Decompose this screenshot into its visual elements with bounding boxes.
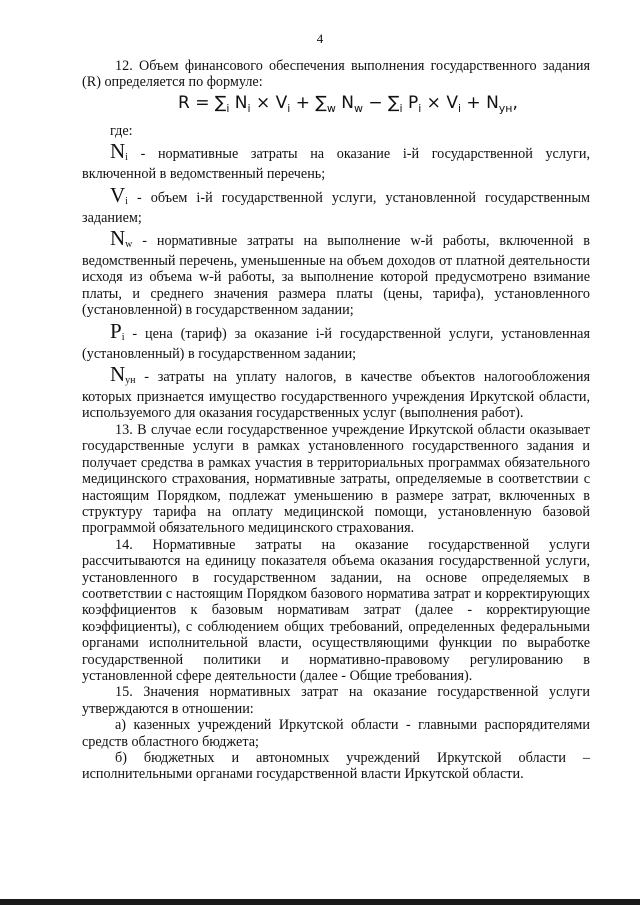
symbol-pi: $P_i$: [110, 318, 125, 343]
scan-bottom-edge: [0, 899, 640, 905]
definition-ni: $N_i$ - нормативные затраты на оказание i-й государственной услуги, включенной в ведомственный перечень;: [82, 139, 590, 183]
symbol-nw: $N_w$: [110, 226, 133, 251]
paragraph-15a: а) казенных учреждений Иркутской области - главными распорядителями средств областного бюджета;: [82, 717, 590, 750]
definition-vi: $V_i$ - объем i-й государственной услуги, установленной государственным заданием;: [82, 182, 590, 226]
paragraph-13: 13. В случае если государственное учреждение Иркутской области оказывает государственные услуги в рамках установленного государственного задания и получает средства в рамках участия в территориальных программах обязательного медицинского страхования, нормативные затраты, определяемые в соответствии с настоящим Порядком, подлежат уменьшению в размере затрат, включенных в структуру тарифа на оплату медицинской помощи, установленную базовой программой обязательного медицинского страхования.: [82, 421, 590, 537]
definition-pi: $P_i$ - цена (тариф) за оказание i-й государственной услуги, установленная (установленный) в государственном задании;: [82, 318, 590, 362]
where-label: где:: [110, 122, 133, 139]
definition-nun: $N_{ун}$ - затраты на уплату налогов, в качестве объектов налогообложения которых признается имущество государственного учреждения Иркутской области, используемого для оказания государственных услуг (выполнения работ).: [82, 362, 590, 422]
document-body: [82, 58, 590, 783]
symbol-ni: $N_i$: [110, 139, 128, 164]
paragraph-12: 12. Объем финансового обеспечения выполнения государственного задания (R) определяется по формуле:: [82, 58, 590, 91]
paragraph-14: 14. Нормативные затраты на оказание государственной услуги рассчитываются на единицу показателя объема оказания государственной услуги, установленного в государственном задании, на основе определяемых в соответствии с настоящим Порядком базового норматива затрат и корректирующих коэффициентов к базовым нормативам затрат (далее - корректирующие коэффициенты), с соблюдением общих требований, определенных федеральными органами исполнительной власти, осуществляющими функции по выработке государственной политики и нормативно-правовому регулированию в установленной сфере деятельности (далее - Общие требования).: [82, 536, 590, 684]
formula: $R = \sum_i$ $N_i \times V_i + \sum_w$ $N_w - \sum_i$ $P_i \times V_i + N_{ун}$,: [178, 92, 518, 115]
symbol-vi: $V_i$: [110, 182, 128, 207]
definition-nw: $N_w$ - нормативные затраты на выполнение w-й работы, включенной в ведомственный перечень, уменьшенные на объем доходов от платной деятельности исходя из объема w-й работы, за выполнение которой предусмотрено взимание платы, и среднего значения размера платы (цены, тарифа), установленного (установленной) в государственном задании;: [82, 226, 590, 319]
page-number: 4: [316, 31, 324, 46]
paragraph-15b: б) бюджетных и автономных учреждений Иркутской области – исполнительными органами государственной власти Иркутской области.: [82, 750, 590, 783]
symbol-nun: $N_{ун}$: [110, 362, 136, 387]
paragraph-15: 15. Значения нормативных затрат на оказание государственной услуги утверждаются в отношении:: [82, 684, 590, 717]
